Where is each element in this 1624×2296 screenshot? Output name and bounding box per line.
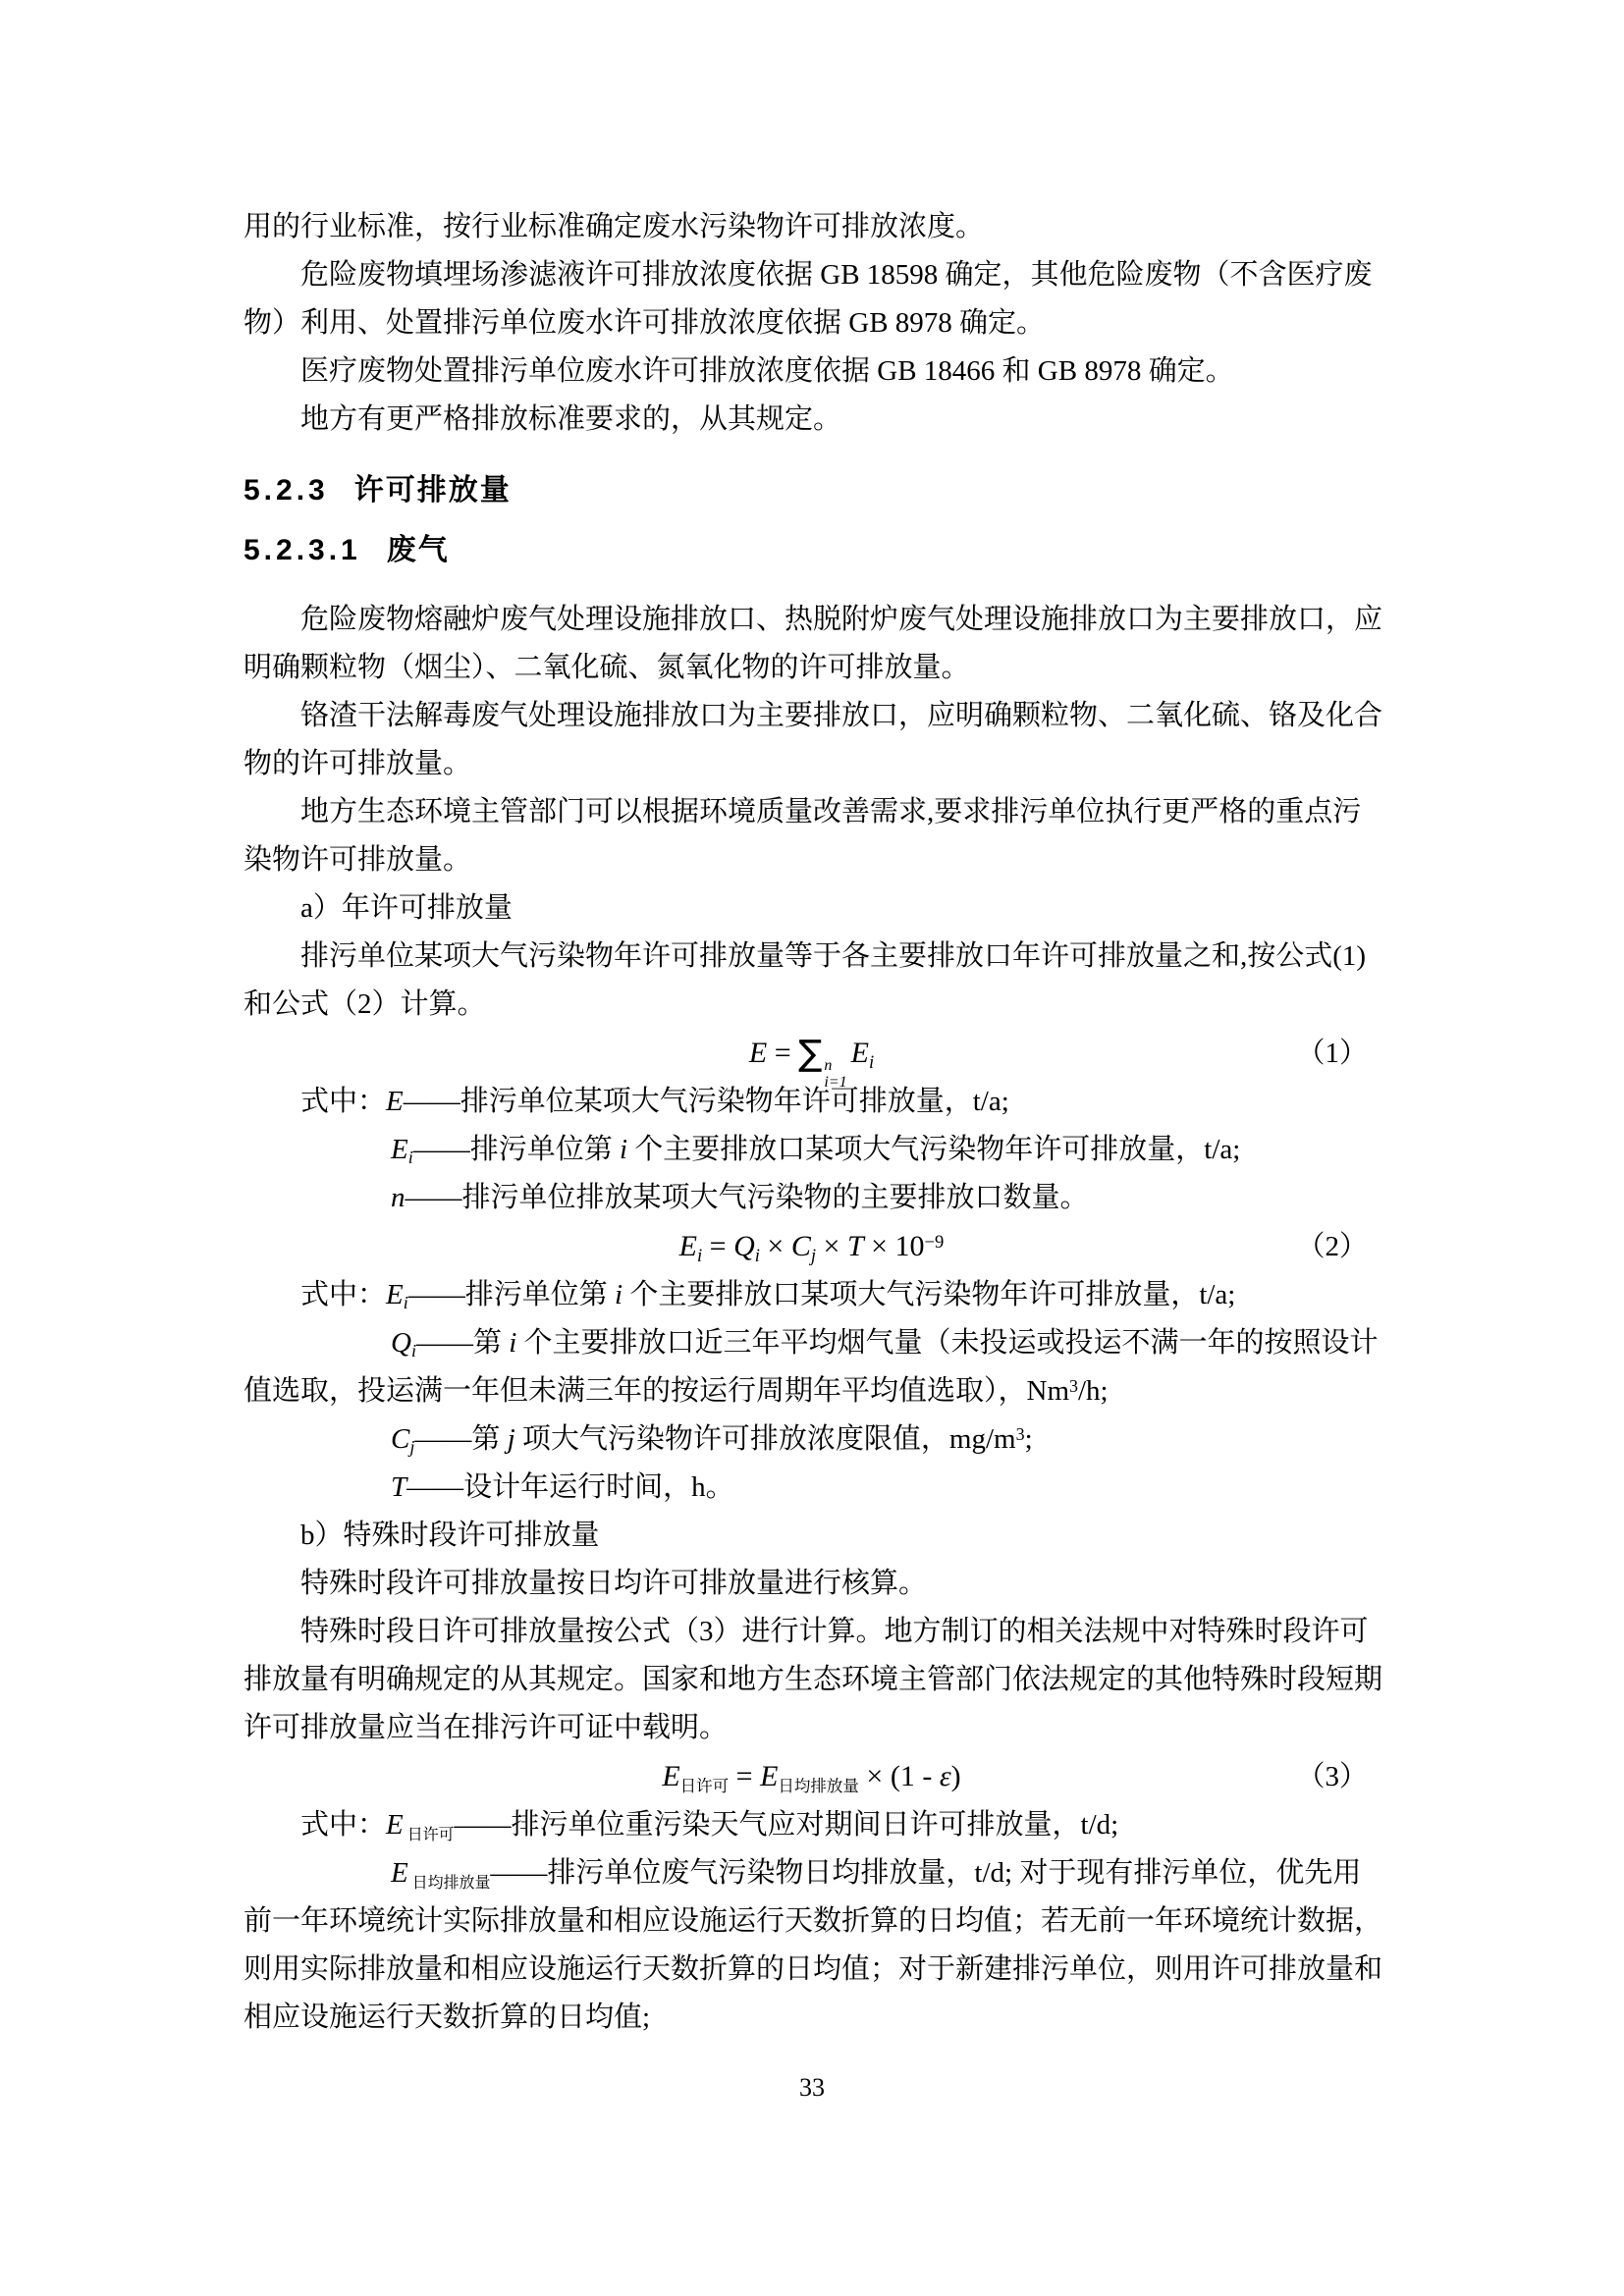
formula-term-line: 式中：Ei——排污单位第 i 个主要排放口某项大气污染物年许可排放量，t/a; (300, 1279, 1236, 1313)
section-heading-5-2-3 (244, 466, 1380, 514)
formula-term-line: 式中：E——排污单位某项大气污染物年许可排放量，t/a; (300, 1086, 1009, 1117)
paragraph-line: 许可排放量应当在排污许可证中载明。 (244, 1712, 729, 1743)
formula-term-line: n——排污单位排放某项大气污染物的主要排放口数量。 (391, 1182, 1089, 1213)
paragraph-line: 特殊时段日许可排放量按公式（3）进行计算。地方制订的相关法规中对特殊时段许可 (300, 1616, 1369, 1647)
paragraph-line: 和公式（2）计算。 (244, 988, 486, 1020)
equation-body: E = ∑ n i=1 Ei (748, 1034, 875, 1091)
heading-number: 5.2.3 (244, 474, 329, 507)
equation-number: （2） (1296, 1231, 1368, 1262)
page-number: 33 (799, 2073, 825, 2102)
equation-body: $Ei = Qi \times Cj \times T \times 10^{-9}$ (678, 1230, 945, 1266)
paragraph-line: 危险废物熔融炉废气处理设施排放口、热脱附炉废气处理设施排放口为主要排放口，应 (300, 604, 1383, 635)
equation-number: （1） (1296, 1038, 1368, 1069)
paragraph-line: 染物许可排放量。 (244, 844, 472, 876)
paragraph-line: 前一年环境统计实际排放量和相应设施运行天数折算的日均值；若无前一年环境统计数据， (244, 1905, 1383, 1937)
list-item-a: a）年许可排放量 (300, 892, 513, 924)
equation-number: （3） (1296, 1761, 1368, 1792)
paragraph-line: 特殊时段许可排放量按日均许可排放量进行核算。 (300, 1568, 928, 1599)
document-lines (244, 203, 1383, 2042)
equation-body: E日许可 = E日均排放量 × (1 - ε) (662, 1760, 961, 1795)
formula-term-line: 式中：E 日许可——排污单位重污染天气应对期间日许可排放量，t/d; (300, 1809, 1119, 1843)
paragraph-line: 物）利用、处置排污单位废水许可排放浓度依据 GB 8978 确定。 (244, 307, 1046, 339)
summation-symbol: ∑ n i=1 (798, 1034, 847, 1091)
formula-term-line: E 日均排放量——排污单位废气污染物日均排放量，t/d; 对于现有排污单位，优先用 (391, 1857, 1362, 1892)
paragraph-line: 地方生态环境主管部门可以根据环境质量改善需求,要求排污单位执行更严格的重点污 (300, 796, 1362, 828)
formula-term-line: Qi——第 i 个主要排放口近三年平均烟气量（未投运或投运不满一年的按照设计 (391, 1327, 1379, 1362)
paragraph-line: 铬渣干法解毒废气处理设施排放口为主要排放口，应明确颗粒物、二氧化硫、铬及化合 (300, 700, 1383, 731)
paragraph-line: 地方有更严格排放标准要求的，从其规定。 (300, 403, 842, 435)
formula-3 (244, 1752, 1380, 1801)
formula-term-line: Cj——第 j 项大气污染物许可排放浓度限值，$mg/m^3$; (391, 1423, 1033, 1458)
heading-number: 5.2.3.1 (244, 534, 361, 566)
formula-term-line: T——设计年运行时间，h。 (391, 1471, 734, 1503)
formula-term-line: Ei——排污单位第 i 个主要排放口某项大气污染物年许可排放量，t/a; (391, 1134, 1241, 1168)
section-heading-5-2-3-1 (244, 526, 1380, 574)
paragraph-line: 用的行业标准，按行业标准确定废水污染物许可排放浓度。 (244, 211, 985, 242)
heading-title: 废气 (386, 534, 450, 566)
list-item-b: b）特殊时段许可排放量 (300, 1520, 600, 1551)
formula-1 (244, 1029, 1380, 1091)
paragraph-line: 明确颗粒物（烟尘）、二氧化硫、氮氧化物的许可排放量。 (244, 652, 970, 683)
paragraph-line: 相应设施运行天数折算的日均值; (244, 2002, 651, 2033)
paragraph-line: 排放量有明确规定的从其规定。国家和地方生态环境主管部门依法规定的其他特殊时段短期 (244, 1664, 1383, 1695)
paragraph-line: 排污单位某项大气污染物年许可排放量等于各主要排放口年许可排放量之和,按公式(1) (300, 940, 1367, 972)
heading-title: 许可排放量 (353, 474, 512, 507)
paragraph-line: 危险废物填埋场渗滤液许可排放浓度依据 GB 18598 确定，其他危险废物（不含医疗废 (300, 259, 1373, 291)
paragraph-line: 值选取，投运满一年但未满三年的按运行周期年平均值选取），Nm$^3$/h; (244, 1375, 1109, 1407)
paragraph-line: 物的许可排放量。 (244, 748, 472, 779)
page-footer (0, 2073, 1624, 2103)
paragraph-line: 则用实际排放量和相应设施运行天数折算的日均值；对于新建排污单位，则用许可排放量和 (244, 1953, 1383, 1985)
formula-2 (244, 1222, 1380, 1271)
paragraph-line: 医疗废物处置排污单位废水许可排放浓度依据 GB 18466 和 GB 8978 确定。 (300, 355, 1234, 387)
